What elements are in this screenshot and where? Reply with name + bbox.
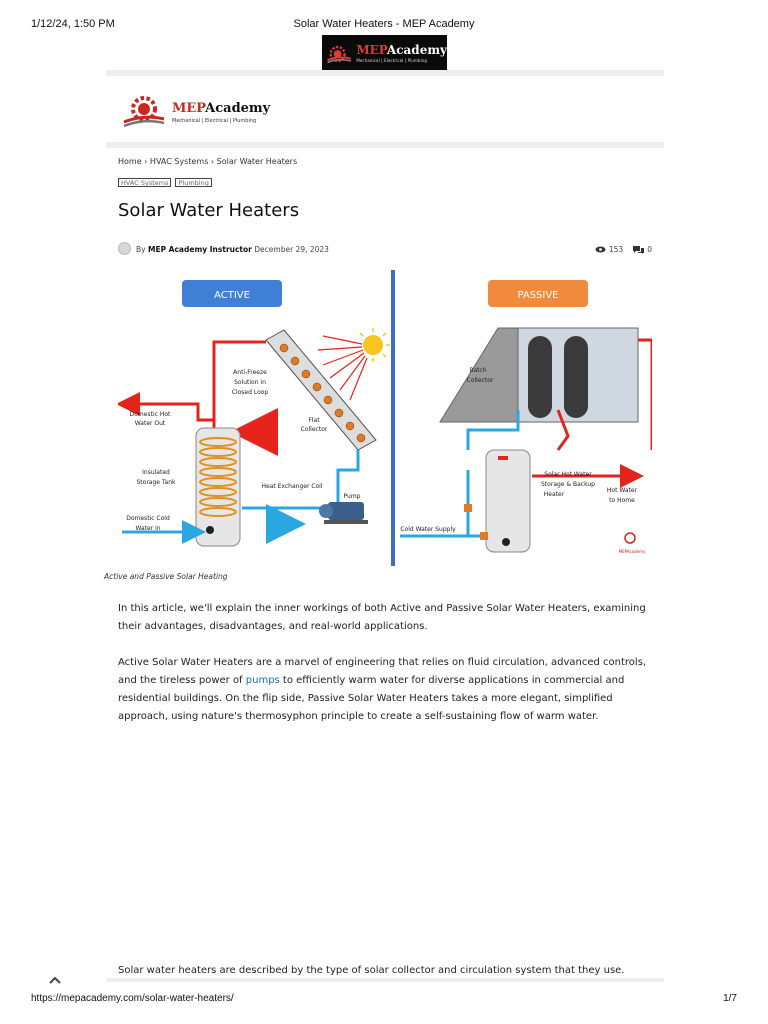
label-flat-collector-1: Flat (308, 417, 320, 424)
valve-icon (480, 532, 488, 540)
print-page-number: 1/7 (723, 993, 737, 1004)
label-antifreeze-2: Solution in (234, 379, 266, 386)
page-card (106, 70, 664, 985)
article-meta (118, 242, 652, 256)
passive-label: PASSIVE (517, 290, 559, 301)
print-doc-title: Solar Water Heaters - MEP Academy (293, 18, 475, 30)
label-batch-2: Collector (466, 377, 494, 384)
label-antifreeze-3: Closed Loop (231, 389, 269, 396)
banner-tagline: Mechanical | Electrical | Plumbing (356, 58, 428, 63)
top-divider (106, 70, 664, 76)
top-banner-logo[interactable] (322, 35, 447, 72)
batch-collector (440, 328, 638, 422)
label-solar-storage-3: Heater (543, 491, 565, 498)
solar-heating-diagram (118, 270, 652, 566)
comment-icon (633, 246, 644, 254)
chevron-up-icon (48, 975, 62, 985)
figure-caption: Active and Passive Solar Heating (104, 572, 228, 581)
solar-storage-tank (486, 450, 530, 552)
storage-tank (196, 428, 240, 546)
label-domestic-hot-2: Water Out (134, 420, 166, 427)
label-antifreeze-1: Anti-Freeze (233, 369, 267, 376)
valve-icon (464, 504, 472, 512)
article-title: Solar Water Heaters (118, 200, 300, 221)
label-cold-supply: Cold Water Supply (400, 526, 456, 533)
breadcrumb-home[interactable]: Home (118, 157, 142, 166)
label-domestic-cold-2: Water in (135, 525, 161, 532)
label-insulated-2: Storage Tank (136, 479, 176, 486)
bottom-divider (106, 978, 664, 982)
logo-brand-name: MEPAcademy (172, 100, 271, 116)
breadcrumb-category[interactable]: HVAC Systems (149, 157, 209, 166)
active-label: ACTIVE (214, 290, 250, 301)
tag-hvac-systems[interactable]: HVAC Systems (118, 178, 171, 187)
author-avatar[interactable] (118, 242, 131, 255)
breadcrumb-current: Solar Water Heaters (216, 157, 298, 166)
print-footer (0, 993, 768, 1005)
label-pump: Pump (343, 493, 361, 500)
label-flat-collector-2: Collector (300, 426, 328, 433)
paragraph-collector-types: Solar water heaters are described by the type of solar collector and circulation system that they use. (118, 965, 625, 976)
label-batch-1: Batch (469, 367, 487, 374)
label-domestic-hot-1: Domestic Hot (129, 411, 171, 418)
diagram-watermark (619, 533, 646, 554)
pump (319, 502, 368, 524)
banner-brand-name: MEPAcademy (356, 43, 447, 57)
label-solar-storage-2: Storage & Backup (541, 481, 595, 488)
label-insulated-1: Insulated (142, 469, 170, 476)
label-hot-home-1: Hot Water (606, 487, 638, 494)
print-header (0, 14, 768, 30)
label-heat-exchanger: Heat Exchanger Coil (261, 483, 323, 490)
back-to-top-button[interactable] (48, 970, 62, 980)
diagram-divider (391, 270, 395, 566)
comments-count[interactable]: 0 (633, 245, 652, 254)
svg-text:MEPAcademy: MEPAcademy (618, 549, 646, 554)
print-datetime: 1/12/24, 1:50 PM (31, 18, 115, 30)
article-stats (595, 245, 652, 254)
label-solar-storage-1: Solar Hot Water (544, 471, 592, 478)
paragraph-active-passive: Active Solar Water Heaters are a marvel of engineering that relies on fluid circulation, advanced controls, and the tireless power of pumps to efficiently warm water for diverse applications in commercial and residential buildings. On the flip side, Passive Solar Water Heaters takes a more elegant, simplified approach, using nature's thermosyphon principle to create a self-sustaining flow of warm water. (118, 657, 647, 722)
logo-tagline: Mechanical | Electrical | Plumbing (172, 117, 257, 124)
gear-logo-icon (122, 92, 166, 132)
tag-list (118, 178, 212, 187)
header-divider (106, 142, 664, 148)
print-url: https://mepacademy.com/solar-water-heaters/ (31, 993, 234, 1004)
breadcrumb-separator: › (210, 157, 215, 166)
article-body (118, 600, 652, 744)
views-count: 153 (595, 245, 623, 254)
breadcrumb (118, 157, 297, 166)
breadcrumb-separator: › (144, 157, 148, 166)
paragraph-intro: In this article, we'll explain the inner workings of both Active and Passive Solar Water Heaters, examining their advantages, disadvantages, and real-world applications. (118, 603, 646, 632)
gear-logo-icon (326, 40, 352, 68)
label-domestic-cold-1: Domestic Cold (126, 515, 170, 522)
label-hot-home-2: to Home (609, 497, 635, 504)
author-name[interactable]: MEP Academy Instructor (147, 245, 252, 254)
author-line: By MEP Academy Instructor December 29, 2023 (136, 245, 329, 254)
eye-icon (595, 246, 606, 253)
pumps-link[interactable]: pumps (245, 675, 280, 686)
tag-plumbing[interactable]: Plumbing (175, 178, 211, 187)
site-logo[interactable] (122, 92, 282, 132)
publish-date: December 29, 2023 (254, 245, 329, 254)
